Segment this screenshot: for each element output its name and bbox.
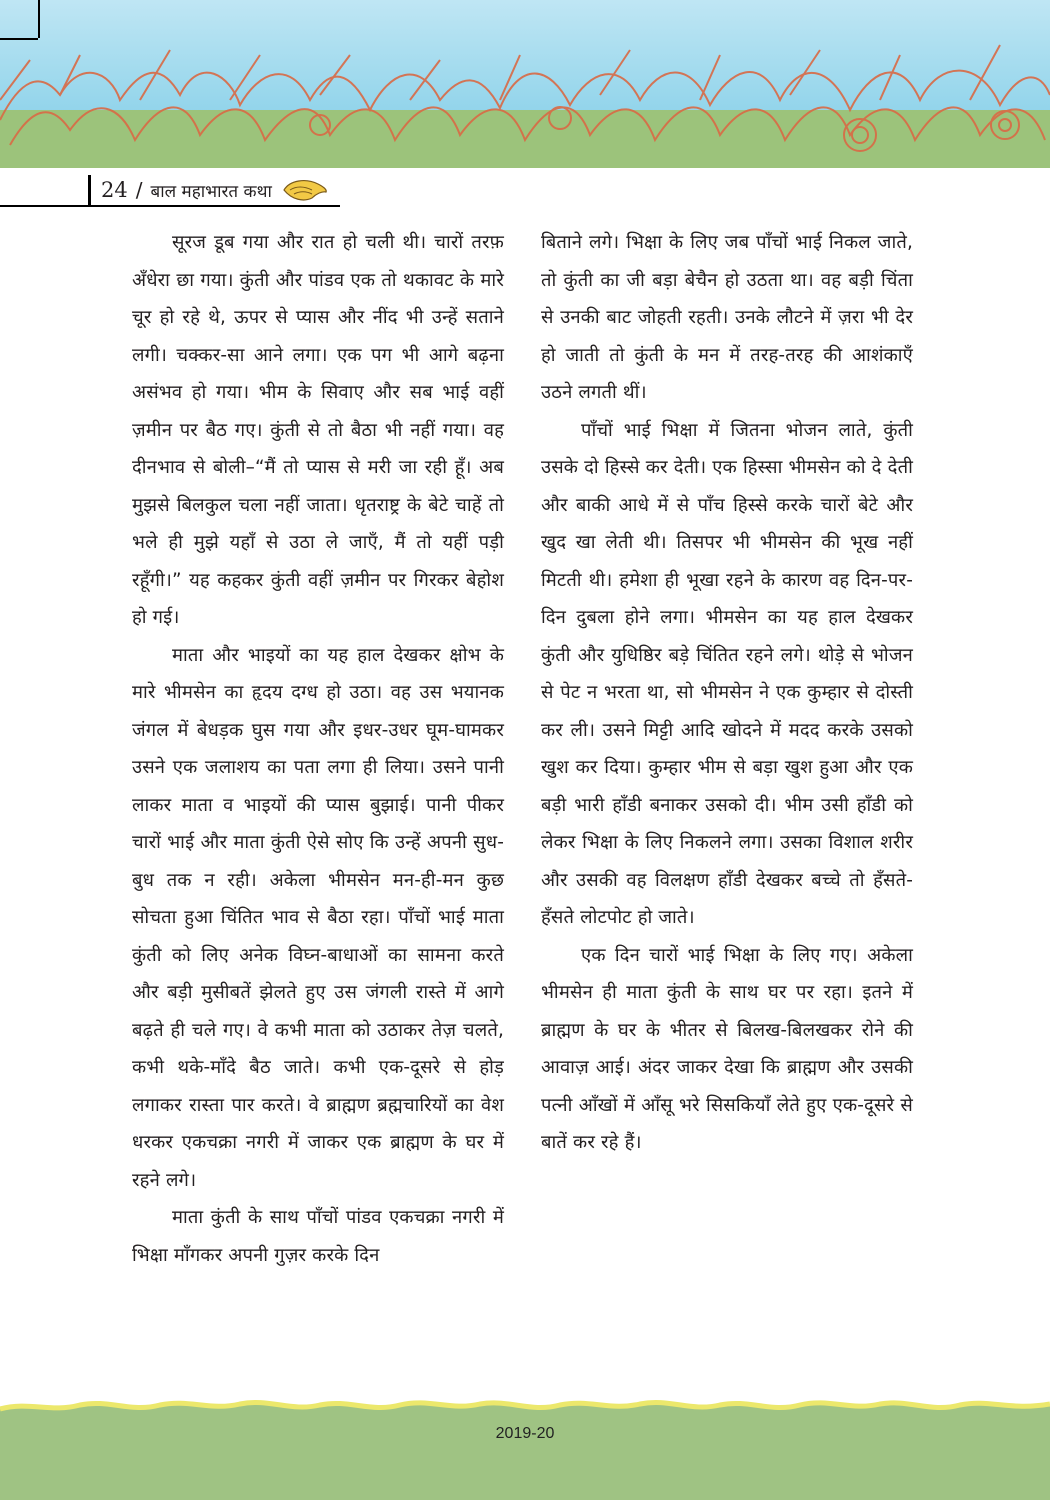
header-banner-illustration [0,0,1050,168]
text-column-left [132,224,504,1274]
footer-band [0,1395,1050,1500]
header-tick [88,175,91,205]
paragraph: एक दिन चारों भाई भिक्षा के लिए गए। अकेला भीमसेन ही माता कुंती के साथ घर पर रहा। इतने में ब्राह्मण के घर के भीतर से बिलख-बिलखकर रोने की आवाज़ आई। अंदर जाकर देखा कि ब्राह्मण और उसकी पत्नी आँखों में आँसू भरे सिसकियाँ लेते हुए एक-दूसरे से बातें कर रहे हैं। [541,944,913,1153]
paragraph: सूरज डूब गया और रात हो चली थी। चारों तरफ़ अँधेरा छा गया। कुंती और पांडव एक तो थकावट के मारे चूर हो रहे थे, ऊपर से प्यास और नींद भी उन्हें सताने लगी। चक्कर-सा आने लगा। एक पग भी आगे बढ़ना असंभव हो गया। भीम के सिवाए और सब भाई वहीं ज़मीन पर बैठ गए। कुंती से तो बैठा भी नहीं गया। वह दीनभाव से बोली–“मैं तो प्यास से मरी जा रही हूँ। अब मुझसे बिलकुल चला नहीं जाता। धृतराष्ट्र के बेटे चाहें तो भले ही मुझे यहाँ से उठा ले जाएँ, मैं तो यहीं पड़ी रहूँगी।” यह कहकर कुंती वहीं ज़मीन पर गिरकर बेहोश हो गई। [132,232,504,628]
page-number: 24 [101,178,128,202]
header-separator: / [135,178,143,202]
crop-mark [38,0,40,38]
crop-mark [0,38,38,40]
paragraph: माता और भाइयों का यह हाल देखकर क्षोभ के मारे भीमसेन का हृदय दग्ध हो उठा। वह उस भयानक जंगल में बेधड़क घुस गया और इधर-उधर घूम-घामकर उसने एक जलाशय का पता लगा ही लिया। उसने पानी लाकर माता व भाइयों की प्यास बुझाई। पानी पीकर चारों भाई और माता कुंती ऐसे सोए कि उन्हें अपनी सुध-बुध तक न रही। अकेला भीमसेन मन-ही-मन कुछ सोचता हुआ चिंतित भाव से बैठा रहा। पाँचों भाई माता कुंती को लिए अनेक विघ्न-बाधाओं का सामना करते और बड़ी मुसीबतें झेलते हुए उस जंगली रास्ते में आगे बढ़ते ही चले गए। वे कभी माता को उठाकर तेज़ चलते, कभी थके-माँदे बैठ जाते। कभी एक-दूसरे से होड़ लगाकर रास्ता पार करते। वे ब्राह्मण ब्रह्मचारियों का वेश धरकर एकचक्रा नगरी में जाकर एक ब्राह्मण के घर में रहने लगे। [132,644,504,1191]
conch-icon [282,178,328,202]
paragraph: माता कुंती के साथ पाँचों पांडव एकचक्रा नगरी में भिक्षा माँगकर अपनी गुज़र करके दिन [132,1207,504,1266]
footer-year: 2019-20 [495,1425,555,1442]
book-title: बाल महाभारत कथा [150,181,272,202]
running-header [88,174,328,206]
paragraph-continued: बिताने लगे। भिक्षा के लिए जब पाँचों भाई निकल जाते, तो कुंती का जी बड़ा बेचैन हो उठता था। वह बड़ी चिंता से उनकी बाट जोहती रहती। उनके लौटने में ज़रा भी देर हो जाती तो कुंती के मन में तरह-तरह की आशंकाएँ उठने लगती थीं। [541,232,913,403]
text-column-right [541,224,913,1162]
paragraph: पाँचों भाई भिक्षा में जितना भोजन लाते, कुंती उसके दो हिस्से कर देती। एक हिस्सा भीमसेन को दे देती और बाकी आधे में से पाँच हिस्से करके चारों बेटे और खुद खा लेती थी। तिसपर भी भीमसेन की भूख नहीं मिटती थी। हमेशा ही भूखा रहने के कारण वह दिन-पर-दिन दुबला होने लगा। भीमसेन का यह हाल देखकर कुंती और युधिष्ठिर बड़े चिंतित रहने लगे। थोड़े से भोजन से पेट न भरता था, सो भीमसेन ने एक कुम्हार से दोस्ती कर ली। उसने मिट्टी आदि खोदने में मदद करके उसको खुश कर दिया। कुम्हार भीम से बड़ा खुश हुआ और एक बड़ी भारी हाँडी बनाकर उसको दी। भीम उसी हाँडी को लेकर भिक्षा के लिए निकलने लगा। उसका विशाल शरीर और उसकी वह विलक्षण हाँडी देखकर बच्चे तो हँसते-हँसते लोटपोट हो जाते। [541,419,913,928]
